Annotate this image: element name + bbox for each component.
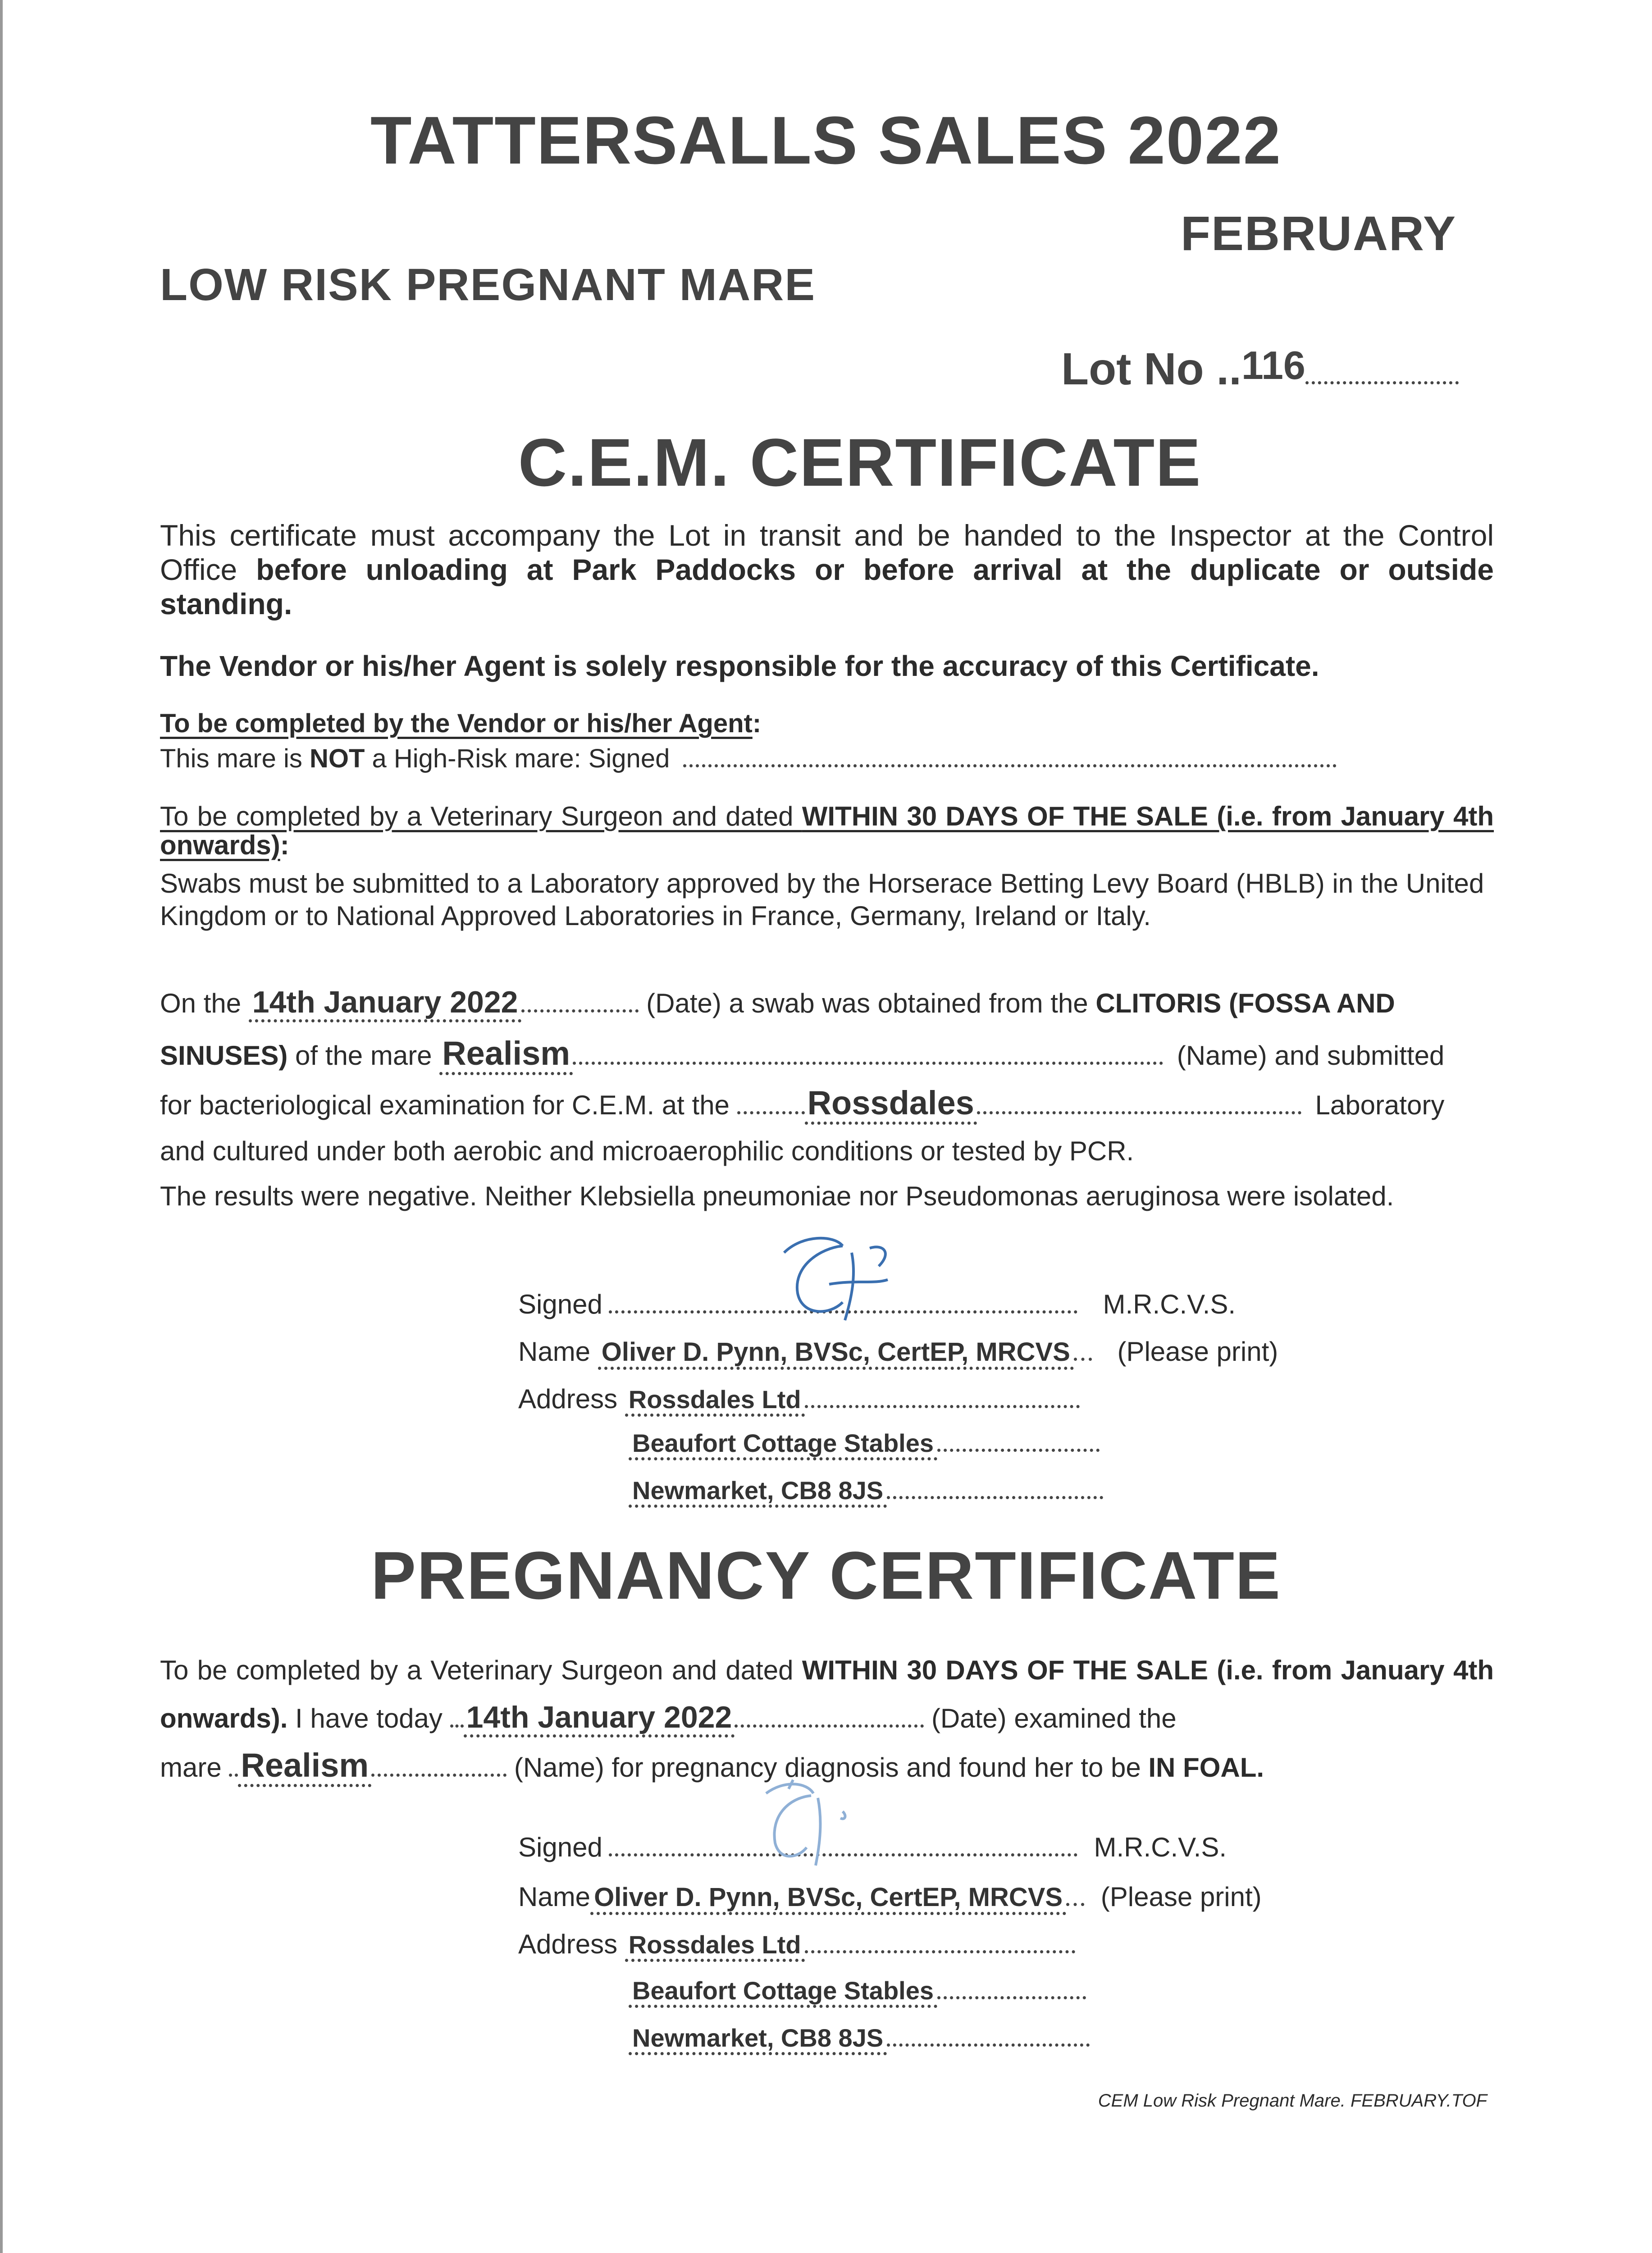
swab-date: 14th January 2022 <box>249 985 522 1022</box>
page-title: TATTERSALLS SALES 2022 <box>370 102 1282 178</box>
lot-label: Lot No .. <box>1061 344 1241 394</box>
swab-date-line: On the 14th January 2022 (Date) a swab was obtained from the CLITORIS (FOSSA AND <box>160 985 1395 1020</box>
vet-heading: To be completed by a Veterinary Surgeon and dated WITHIN 30 DAYS OF THE SALE (i.e. from January 4th onwards): <box>160 801 1494 860</box>
pregnancy-text: To be completed by a Veterinary Surgeon and dated WITHIN 30 DAYS OF THE SALE (i.e. from January 4th onwards). I have today 14th January 2022 (Date) examined the mare Realism (Name) for pregnancy diagnosis and found her to be IN FOAL. <box>160 1647 1494 1791</box>
month-label: FEBRUARY <box>1181 206 1457 260</box>
cem-address-line-3: Newmarket, CB8 8JS <box>629 1476 1103 1505</box>
mare-name-line: SINUSES) of the mare Realism (Name) and submitted <box>160 1034 1444 1072</box>
pregnancy-mare-name: Realism <box>238 1747 371 1787</box>
pregnancy-heading: PREGNANCY CERTIFICATE <box>371 1537 1281 1613</box>
pregnancy-date: 14th January 2022 <box>464 1700 735 1738</box>
lab-line: for bacteriological examination for C.E.M. at the Rossdales Laboratory <box>160 1084 1444 1122</box>
cultured-text: and cultured under both aerobic and microaerophilic conditions or tested by PCR. <box>160 1136 1134 1166</box>
lab-name: Rossdales <box>805 1084 977 1125</box>
preg-address-line-2: Beaufort Cottage Stables <box>629 1976 1086 2005</box>
scan-edge <box>0 0 3 2253</box>
footer-reference: CEM Low Risk Pregnant Mare. FEBRUARY.TOF <box>1098 2091 1487 2111</box>
vendor-line: This mare is NOT a High-Risk mare: Signed <box>160 743 1337 774</box>
cem-signed-line: Signed M.R.C.V.S. <box>518 1289 1236 1319</box>
signature-icon-2 <box>739 1771 874 1874</box>
cem-intro: This certificate must accompany the Lot in transit and be handed to the Inspector at the Control Office before unloading at Park Paddocks or before arrival at the duplicate or outside standing. <box>160 519 1494 620</box>
vendor-heading: To be completed by the Vendor or his/her Agent: <box>160 709 762 738</box>
preg-signed-line: Signed M.R.C.V.S. <box>518 1832 1227 1862</box>
lot-number <box>1061 342 1459 395</box>
cem-heading: C.E.M. CERTIFICATE <box>518 424 1202 500</box>
preg-vet-name: Oliver D. Pynn, BVSc, CertEP, MRCVS <box>590 1883 1066 1915</box>
swabs-text: Swabs must be submitted to a Laboratory approved by the Horserace Betting Levy Board (HBLB) in the United Kingdom or to National Approved Laboratories in France, Germany, Ireland or Italy. <box>160 868 1484 931</box>
mare-name: Realism <box>439 1035 573 1075</box>
lot-value: 116 <box>1241 343 1305 388</box>
signature-icon <box>766 1226 910 1329</box>
cem-address-line-2: Beaufort Cottage Stables <box>629 1428 1100 1458</box>
preg-address-line-3: Newmarket, CB8 8JS <box>629 2023 1090 2052</box>
cem-address-line-1: Address Rossdales Ltd <box>518 1383 1080 1414</box>
cem-vet-name: Oliver D. Pynn, BVSc, CertEP, MRCVS <box>598 1337 1074 1370</box>
results-text: The results were negative. Neither Klebsiella pneumoniae nor Pseudomonas aeruginosa were isolated. <box>160 1181 1394 1211</box>
responsibility-note: The Vendor or his/her Agent is solely responsible for the accuracy of this Certificate. <box>160 650 1319 682</box>
cem-name-line: Name Oliver D. Pynn, BVSc, CertEP, MRCVS (Please print) <box>518 1336 1278 1367</box>
preg-name-line: Name Oliver D. Pynn, BVSc, CertEP, MRCVS (Please print) <box>518 1881 1262 1912</box>
preg-address-line-1: Address Rossdales Ltd <box>518 1929 1075 1960</box>
subtitle: LOW RISK PREGNANT MARE <box>160 260 816 310</box>
